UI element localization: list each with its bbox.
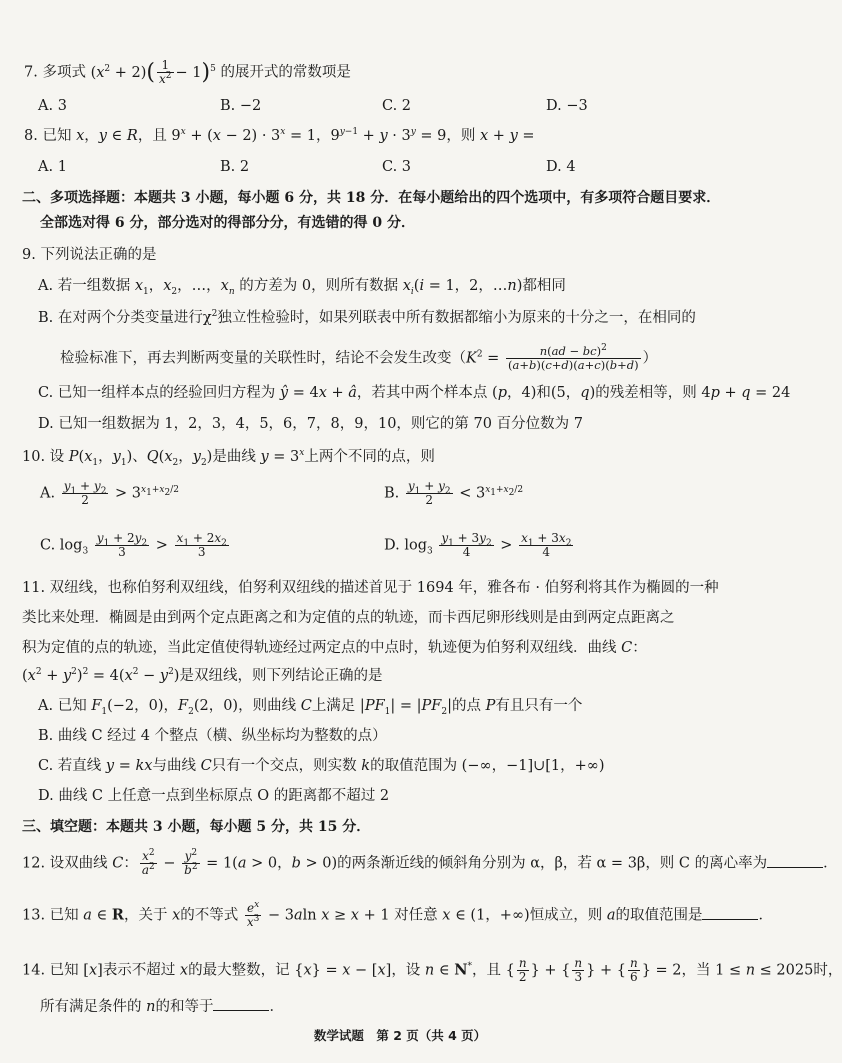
question-11-stem-line-3: 积为定值的点的轨迹，当此定值使得轨迹经过两定点的中点时，轨迹便为伯努利双纽线．曲线 C： [22,640,647,656]
answer-blank[interactable] [702,905,758,920]
question-9-option-a[interactable]: A. 若一组数据 $x_1$，$x_2$，…，$x_n$ 的方差为 0，则所有数据 $x_i(i = 1$，2，…n)都相同 [38,278,566,297]
page-footer: 数学试题 第 2 页（共 4 页） [313,1028,487,1043]
question-9-option-d[interactable]: D. 已知一组数据为 1，2，3，4，5，6，7，8，9，10，则它的第 70 百分位数为 7 [38,416,583,432]
question-13: 13. 已知 a ∈ R，关于 x的不等式 $\frac{e^x}{x^3}$ − 3aln x ≥ x + 1 对任意 x ∈ (1，+∞)恒成立，则 a的取值范围是 ． [22,900,773,929]
question-10-option-a[interactable]: A. $\frac{y_1 + y_2}{2}$ > $3^{x_1+x_2/2}$ [40,479,179,507]
question-11-option-c[interactable]: C. 若直线 y = kx与曲线 C只有一个交点，则实数 k的取值范围为 (−∞，−1]∪[1，+∞) [38,758,605,774]
question-11-option-d[interactable]: D. 曲线 C 上任意一点到坐标原点 O 的距离都不超过 2 [38,788,390,804]
option-b[interactable]: B. −2 [220,98,262,114]
question-10-option-d[interactable]: D. $\log_3$ $\frac{y_1 + 3y_2}{4}$ > $\frac{x_1 + 3x_2}{4}$ [384,531,572,559]
question-11-option-a[interactable]: A. 已知 $F_1(-2$，0)，$F_2(2$，0)，则曲线 C上满足 $|PF_1| = |PF_2|$的点 P有且只有一个 [38,698,583,717]
option-c[interactable]: C. 2 [382,98,412,114]
question-12: 12. 设双曲线 C： $\frac{x^2}{a^2}$ − $\frac{y^2}{b^2}$ = 1(a > 0，b > 0)的两条渐近线的倾斜角分别为 α，β，若 α = 3β，则 C 的离心率为 ． [22,848,838,877]
question-9-option-c[interactable]: C. 已知一组样本点的经验回归方程为 ŷ = 4x + â，若其中两个样本点 (p，4)和(5，q)的残差相等，则 4p + q = 24 [38,385,791,401]
option-b[interactable]: B. 2 [220,159,250,175]
option-a[interactable]: A. 1 [38,159,67,175]
answer-blank[interactable] [767,853,823,868]
question-11-stem-line-2: 类比来处理．椭圆是由到两个定点距离之和为定值的点的轨迹，而卡西尼卵形线则是由到两定点距离之 [22,610,675,626]
option-d[interactable]: D. −3 [546,98,588,114]
section-3-heading: 三、填空题：本题共 3 小题，每小题 5 分，共 15 分． [22,819,371,835]
question-10-stem: 10. 设 $P(x_1$，$y_1$)、$Q(x_2$，$y_2$)是曲线 $y = 3^x$上两个不同的点，则 [22,448,435,468]
option-a[interactable]: A. 3 [38,98,67,114]
question-9-stem: 9. 下列说法正确的是 [22,247,157,263]
section-2-heading-cont: 全部选对得 6 分，部分选对的得部分分，有选错的得 0 分． [40,215,415,231]
section-2-heading: 二、多项选择题：本题共 3 小题，每小题 6 分，共 18 分．在每小题给出的四个选项中，有多项符合题目要求． [22,190,721,206]
option-d[interactable]: D. 4 [546,159,576,175]
question-8-stem: 8. 已知 x，y ∈ R，且 $9^x + (x - 2) \cdot 3^x = 1$，$9^{y-1} + y \cdot 3^y = 9$，则 x + y = [24,127,535,144]
answer-blank[interactable] [213,996,269,1011]
question-11-stem-line-1: 11. 双纽线，也称伯努利双纽线，伯努利双纽线的描述首见于 1694 年，雅各布 · 伯努利将其作为椭圆的一种 [22,580,719,596]
question-10-option-b[interactable]: B. $\frac{y_1 + y_2}{2}$ < $3^{x_1+x_2/2}$ [384,479,524,507]
question-11-stem-line-4: $(x^2 + y^2)^2 = 4(x^2 - y^2)$是双纽线，则下列结论正确的是 [22,667,383,684]
question-9-option-b[interactable]: B. 在对两个分类变量进行$\chi^2$独立性检验时，如果列联表中所有数据都缩小为原来的十分之一，在相同的 [38,309,696,326]
question-14-line-1: 14. 已知 [x]表示不超过 x的最大整数，记 {x} = x − [x]，设 n ∈ N*，且 { $\frac{n}{2}$ } + { $\frac{n}{3}$ } + { $\frac{n}{6}$ } = 2，当 1 ≤ n ≤ 2025时， [22,956,842,984]
option-c[interactable]: C. 3 [382,159,412,175]
question-7-stem: 7. 多项式 $(x^2 + 2)$( $\frac{1}{x^2}$ − 1)$^5$ 的展开式的常数项是 [24,58,351,86]
question-14-line-2: 所有满足条件的 n的和等于 ． [40,996,284,1017]
question-11-option-b[interactable]: B. 曲线 C 经过 4 个整点（横、纵坐标均为整数的点） [38,728,387,744]
question-9-option-b-cont: 检验标准下，再去判断两变量的关联性时，结论不会发生改变（$K^2$ = $\frac{n(ad - bc)^2}{(a+b)(c+d)(a+c)(b+d)}$ ） [60,343,658,372]
formula: $(x^2 + 2)$( $\frac{1}{x^2}$ − 1)$^5$ [90,58,216,86]
question-10-option-c[interactable]: C. $\log_3$ $\frac{y_1 + 2y_2}{3}$ > $\frac{x_1 + 2x_2}{3}$ [40,531,227,559]
